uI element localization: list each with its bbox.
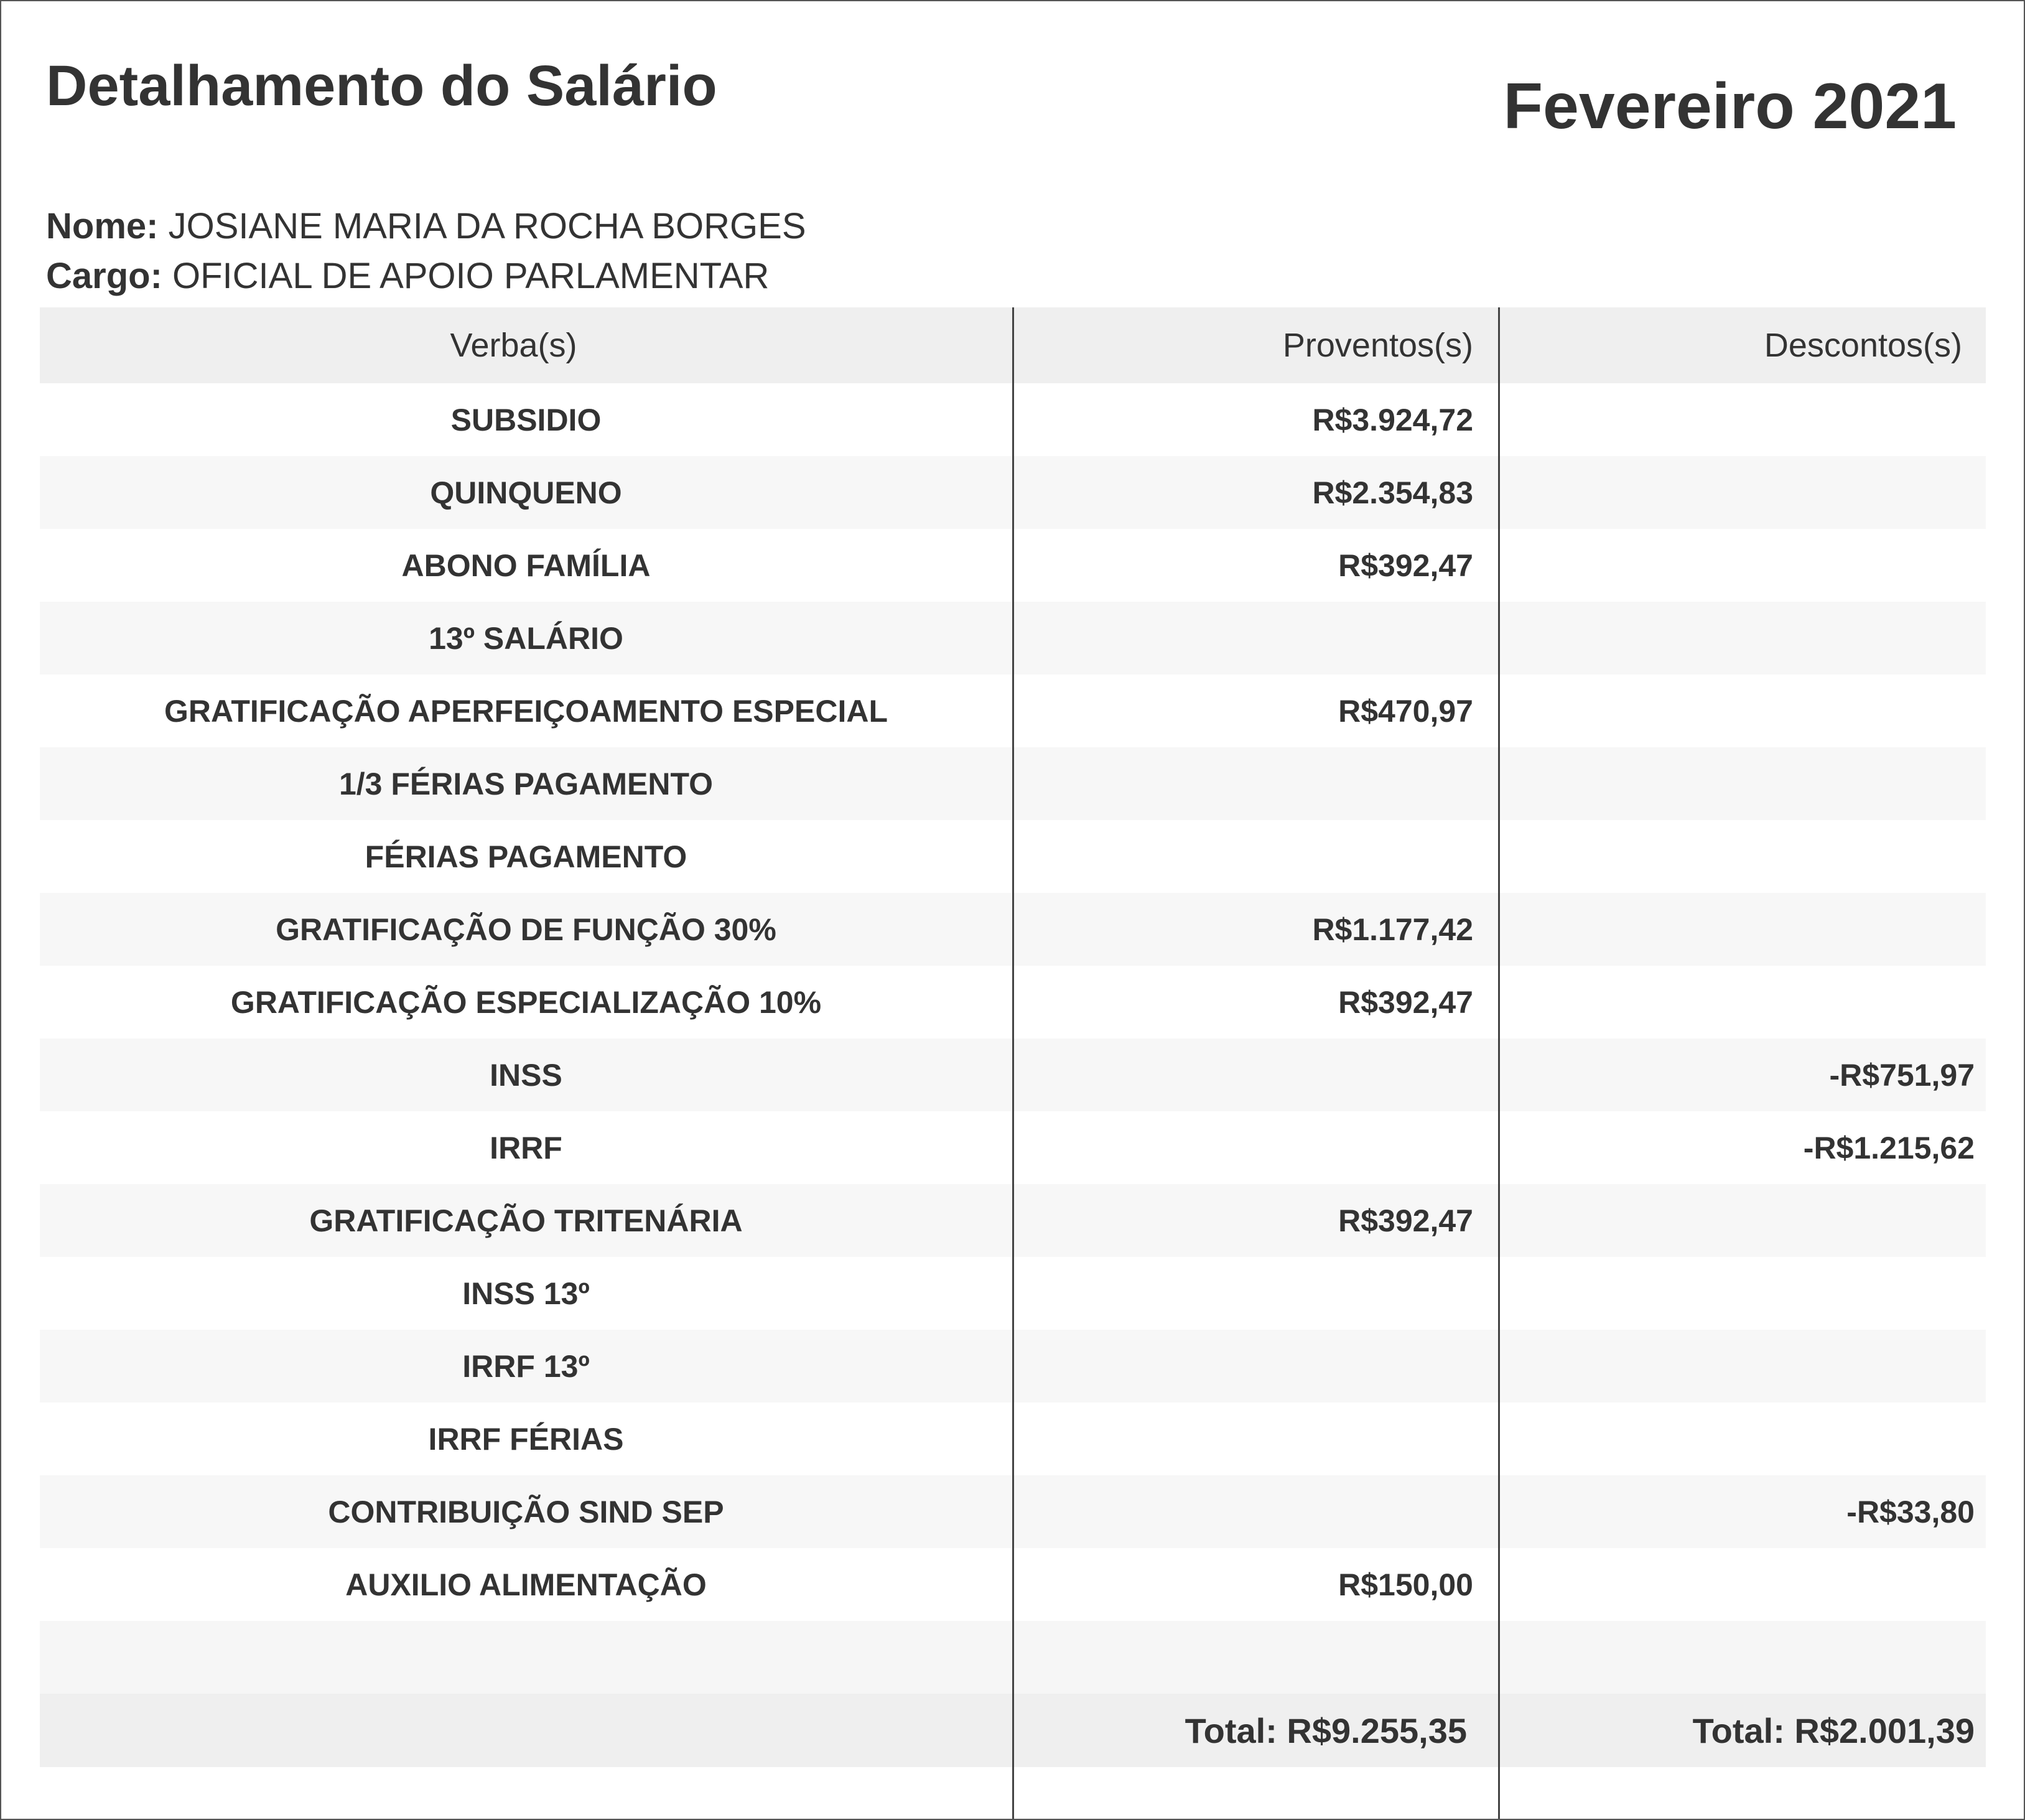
cell-verba: FÉRIAS PAGAMENTO xyxy=(365,839,687,874)
cell-descontos xyxy=(1498,747,1986,820)
cell-verba: 1/3 FÉRIAS PAGAMENTO xyxy=(338,766,714,801)
cell-proventos: R$392,47 xyxy=(1338,1203,1473,1238)
cell-verba: GRATIFICAÇÃO APERFEIÇOAMENTO ESPECIAL xyxy=(164,693,888,729)
cell-descontos xyxy=(1498,1330,1986,1402)
cell-verba: GRATIFICAÇÃO DE FUNÇÃO 30% xyxy=(276,912,776,947)
cell-verba: SUBSIDIO xyxy=(450,402,602,437)
cell-verba: IRRF 13º xyxy=(462,1348,590,1384)
page-title: Detalhamento do Salário xyxy=(46,54,717,118)
cell-verba: IRRF xyxy=(490,1130,562,1165)
cell-proventos xyxy=(1012,820,1498,893)
cell-proventos xyxy=(1012,1330,1498,1402)
employee-name-label: Nome: xyxy=(46,206,159,246)
header-proventos: Proventos(s) xyxy=(1282,327,1473,364)
header-verba: Verba(s) xyxy=(450,327,577,364)
cell-proventos: R$3.924,72 xyxy=(1312,402,1473,437)
cell-descontos: -R$1.215,62 xyxy=(1803,1130,1975,1165)
cell-descontos xyxy=(1498,1402,1986,1475)
employee-role: OFICIAL DE APOIO PARLAMENTAR xyxy=(172,256,770,296)
cell-proventos: R$392,47 xyxy=(1338,984,1473,1020)
total-descontos: Total: R$2.001,39 xyxy=(1692,1710,1975,1750)
cell-descontos xyxy=(1498,893,1986,966)
cell-descontos xyxy=(1498,1257,1986,1330)
cell-proventos: R$470,97 xyxy=(1338,693,1473,729)
cell-descontos: -R$33,80 xyxy=(1846,1494,1975,1529)
cell-verba xyxy=(40,1621,1012,1694)
cell-verba: GRATIFICAÇÃO ESPECIALIZAÇÃO 10% xyxy=(230,984,822,1020)
cell-proventos xyxy=(1012,1257,1498,1330)
cell-descontos xyxy=(1498,1548,1986,1621)
cell-descontos: -R$751,97 xyxy=(1829,1057,1975,1093)
column-divider-descontos xyxy=(1498,307,1500,1820)
cell-proventos xyxy=(1012,1402,1498,1475)
cell-proventos: R$1.177,42 xyxy=(1312,912,1473,947)
cell-proventos: R$392,47 xyxy=(1338,548,1473,583)
cell-verba: CONTRIBUIÇÃO SIND SEP xyxy=(328,1494,724,1529)
cell-descontos xyxy=(1498,383,1986,456)
column-divider-proventos xyxy=(1012,307,1014,1820)
cell-proventos: R$2.354,83 xyxy=(1312,475,1473,510)
cell-verba: INSS xyxy=(490,1057,562,1093)
cell-proventos xyxy=(1012,1475,1498,1548)
cell-descontos xyxy=(1498,529,1986,602)
cell-descontos xyxy=(1498,1621,1986,1694)
cell-verba: 13º SALÁRIO xyxy=(429,620,623,656)
cell-proventos: R$150,00 xyxy=(1338,1567,1473,1602)
period-title: Fevereiro 2021 xyxy=(1503,70,1957,142)
header-descontos: Descontos(s) xyxy=(1764,327,1962,364)
cell-descontos xyxy=(1498,456,1986,529)
cell-proventos xyxy=(1012,1038,1498,1111)
employee-role-line xyxy=(46,255,769,297)
cell-descontos xyxy=(1498,1184,1986,1257)
cell-verba: GRATIFICAÇÃO TRITENÁRIA xyxy=(309,1203,743,1238)
cell-verba: IRRF FÉRIAS xyxy=(428,1421,624,1457)
cell-descontos xyxy=(1498,674,1986,747)
employee-name: JOSIANE MARIA DA ROCHA BORGES xyxy=(168,206,806,246)
cell-descontos xyxy=(1498,820,1986,893)
cell-verba: QUINQUENO xyxy=(430,475,622,510)
total-verba-cell xyxy=(40,1694,1012,1767)
employee-role-label: Cargo: xyxy=(46,256,162,296)
cell-verba: ABONO FAMÍLIA xyxy=(401,548,651,583)
cell-proventos xyxy=(1012,747,1498,820)
cell-proventos xyxy=(1012,1621,1498,1694)
cell-descontos xyxy=(1498,966,1986,1038)
cell-proventos xyxy=(1012,602,1498,674)
cell-proventos xyxy=(1012,1111,1498,1184)
cell-verba: AUXILIO ALIMENTAÇÃO xyxy=(345,1567,707,1602)
cell-verba: INSS 13º xyxy=(462,1276,590,1311)
cell-descontos xyxy=(1498,602,1986,674)
employee-name-line xyxy=(46,205,806,247)
total-proventos: Total: R$9.255,35 xyxy=(1185,1710,1467,1750)
